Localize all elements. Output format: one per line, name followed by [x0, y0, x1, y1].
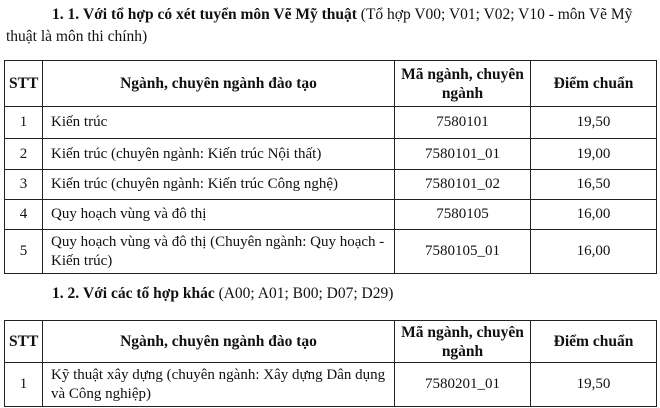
cell-stt: 4 — [5, 200, 43, 230]
admission-table-other — [4, 320, 657, 407]
cell-score: 19,50 — [531, 363, 657, 407]
cell-major: Kỹ thuật xây dựng (chuyên ngành: Xây dựng Dân dụng và Công nghiệp) — [43, 363, 395, 407]
cell-score: 16,50 — [531, 170, 657, 200]
cell-stt: 1 — [5, 363, 43, 407]
header-stt: STT — [5, 321, 43, 363]
section-1-title: Với tổ hợp có xét tuyển môn Vẽ Mỹ thuật — [83, 6, 357, 23]
section-2-heading — [52, 283, 654, 305]
table-header-row — [5, 61, 657, 107]
table-row — [5, 170, 657, 200]
header-major: Ngành, chuyên ngành đào tạo — [43, 61, 395, 107]
header-code: Mã ngành, chuyên ngành — [395, 61, 531, 107]
cell-code: 7580101 — [395, 107, 531, 139]
cell-major: Quy hoạch vùng và đô thị — [43, 200, 395, 230]
admission-table-art — [4, 60, 657, 274]
table-row — [5, 230, 657, 274]
cell-major: Quy hoạch vùng và đô thị (Chuyên ngành: Quy hoạch - Kiến trúc) — [43, 230, 395, 274]
cell-code: 7580105 — [395, 200, 531, 230]
table-row — [5, 107, 657, 139]
header-score: Điểm chuẩn — [531, 321, 657, 363]
cell-score: 19,50 — [531, 107, 657, 139]
section-2-note: (A00; A01; B00; D07; D29) — [218, 285, 394, 302]
cell-major: Kiến trúc — [43, 107, 395, 139]
cell-score: 16,00 — [531, 230, 657, 274]
cell-stt: 5 — [5, 230, 43, 274]
cell-major: Kiến trúc (chuyên ngành: Kiến trúc Công nghệ) — [43, 170, 395, 200]
cell-code: 7580201_01 — [395, 363, 531, 407]
cell-stt: 1 — [5, 107, 43, 139]
table-row — [5, 139, 657, 170]
cell-score: 16,00 — [531, 200, 657, 230]
section-1-number: 1. 1. — [52, 6, 80, 23]
cell-code: 7580101_02 — [395, 170, 531, 200]
header-score: Điểm chuẩn — [531, 61, 657, 107]
section-1-heading — [6, 4, 654, 48]
cell-score: 19,00 — [531, 139, 657, 170]
header-code: Mã ngành, chuyên ngành — [395, 321, 531, 363]
section-2-number: 1. 2. — [52, 285, 80, 302]
cell-stt: 2 — [5, 139, 43, 170]
cell-code: 7580105_01 — [395, 230, 531, 274]
header-major: Ngành, chuyên ngành đào tạo — [43, 321, 395, 363]
table-header-row — [5, 321, 657, 363]
cell-stt: 3 — [5, 170, 43, 200]
section-1-note: (Tổ hợp V00; V01; V02; V10 - môn Vẽ Mỹ thuật là môn thi chính) — [6, 6, 633, 45]
cell-major: Kiến trúc (chuyên ngành: Kiến trúc Nội thất) — [43, 139, 395, 170]
table-row — [5, 363, 657, 407]
cell-code: 7580101_01 — [395, 139, 531, 170]
section-2-title: Với các tổ hợp khác — [83, 285, 215, 302]
table-row — [5, 200, 657, 230]
header-stt: STT — [5, 61, 43, 107]
